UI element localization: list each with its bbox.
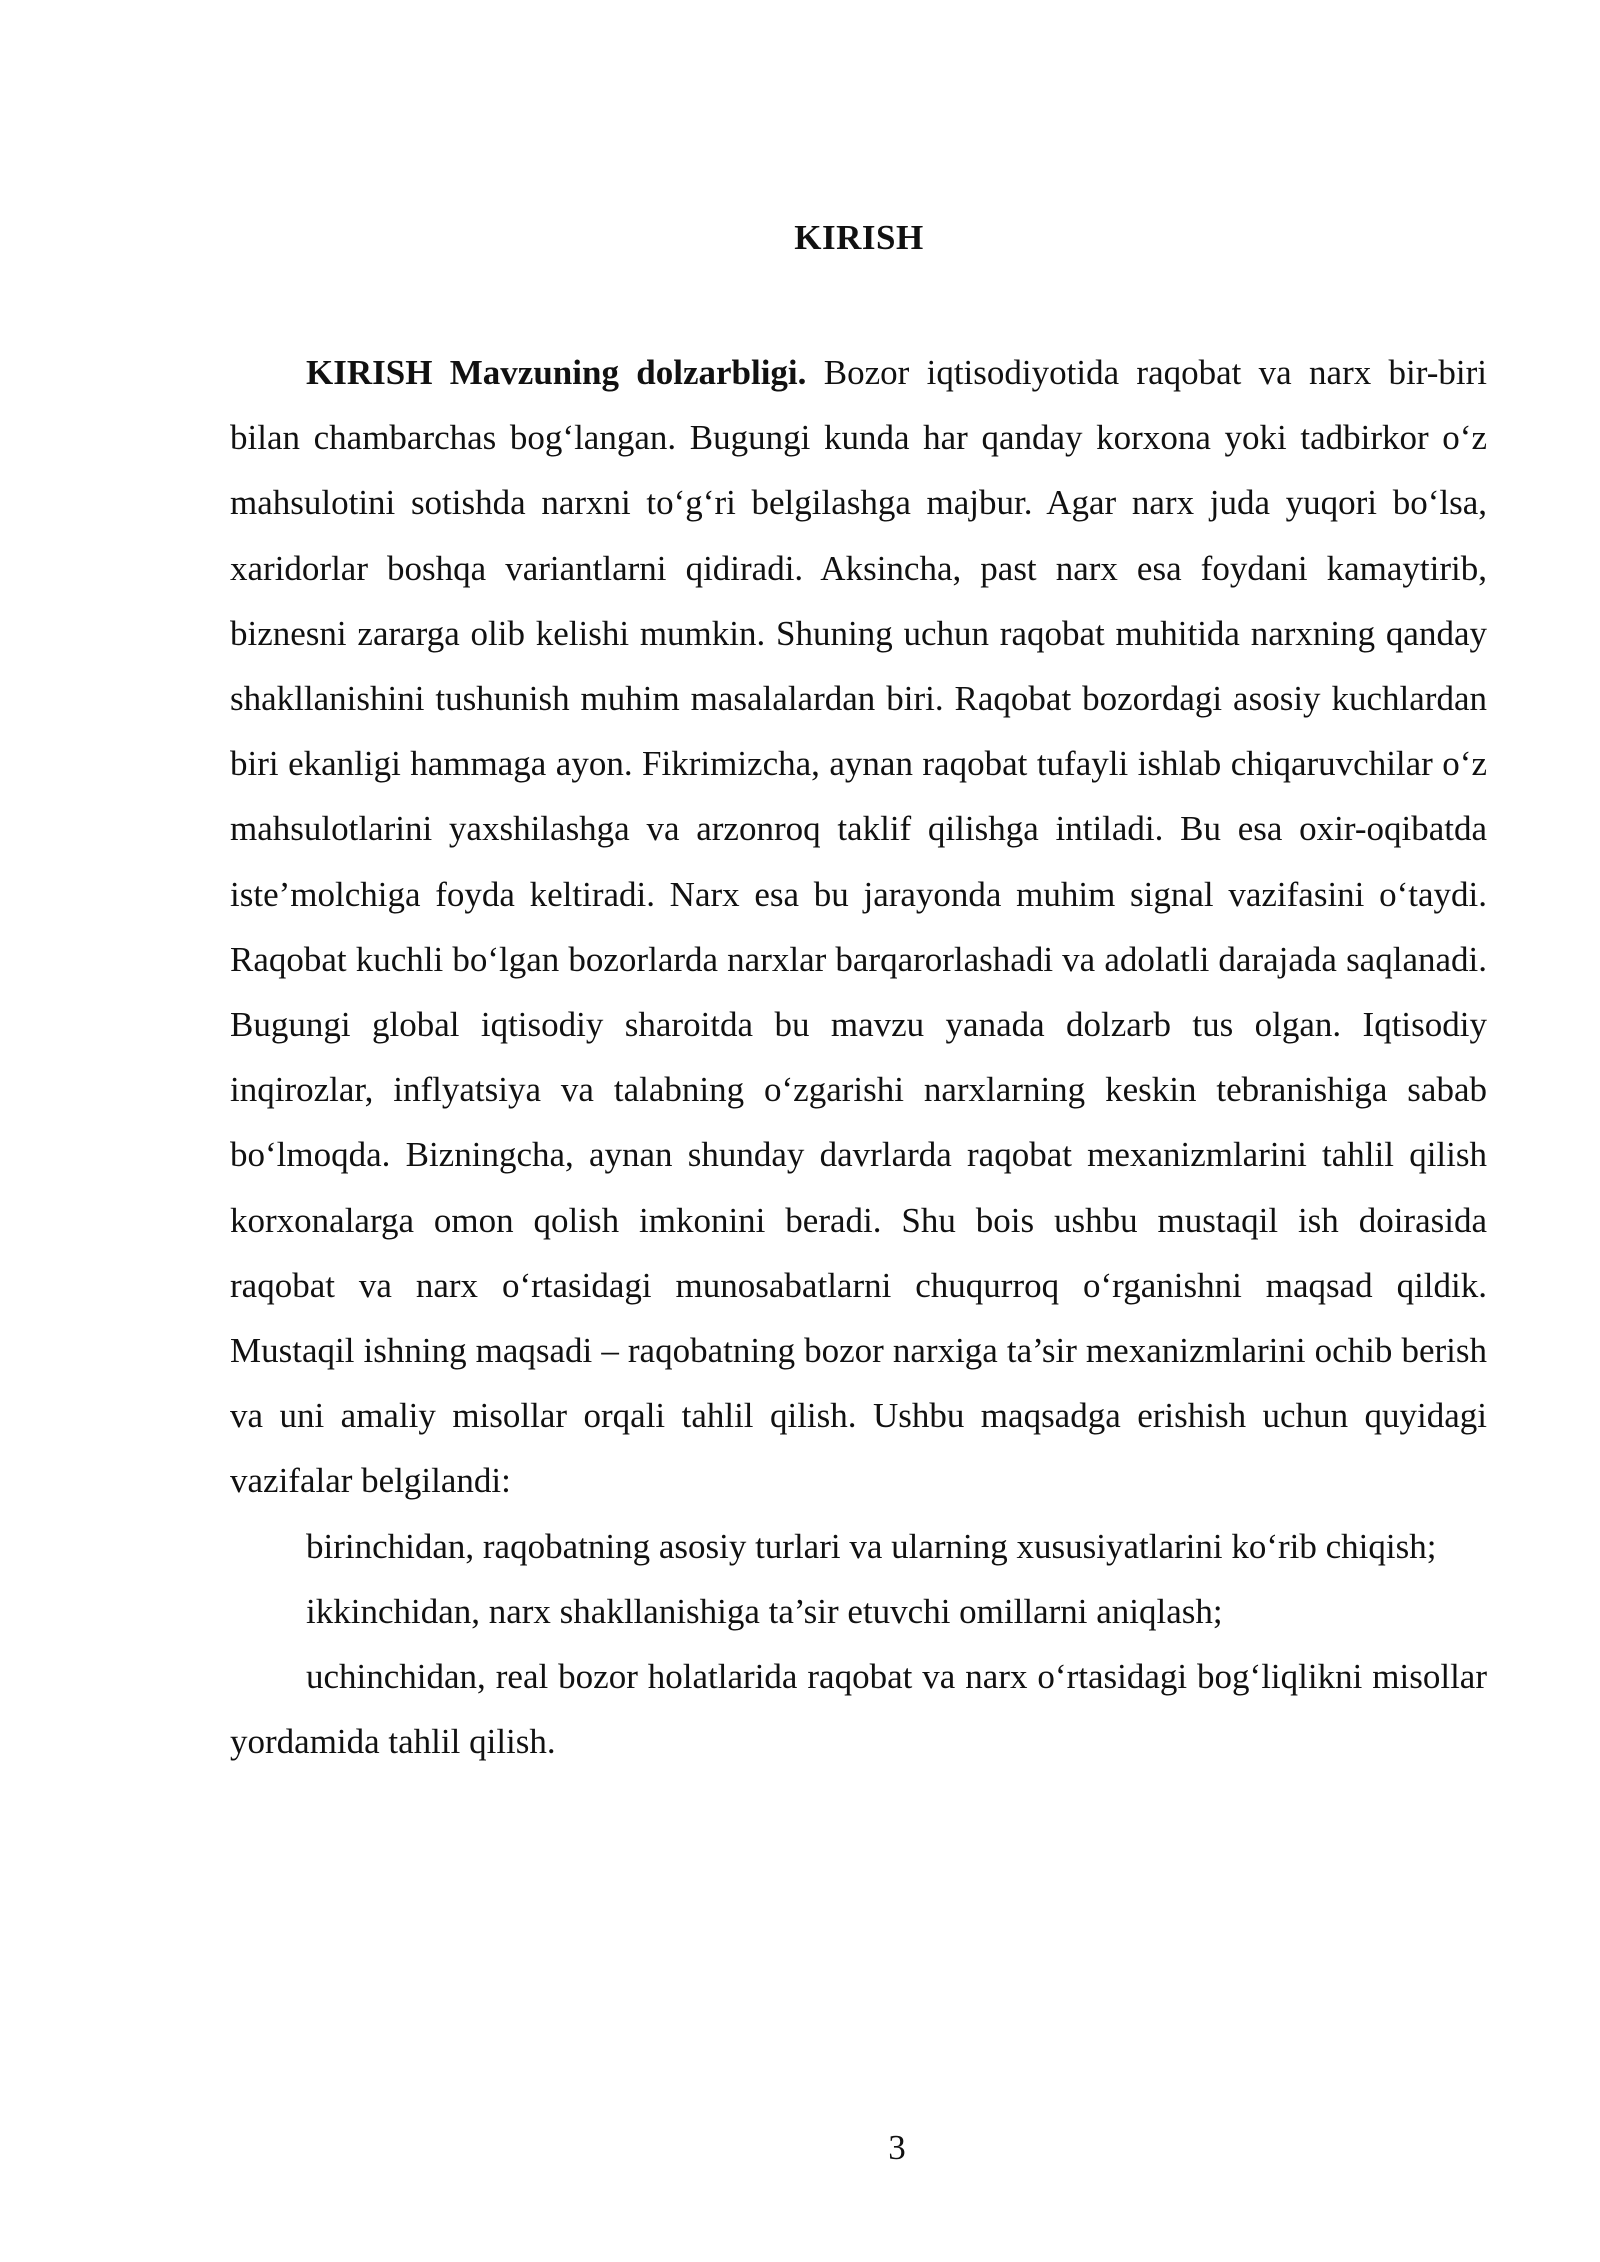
intro-text: Bozor iqtisodiyotida raqobat va narx bir-biri bilan chambarchas bog‘langan. Bugungi kunda har qanday korxona yoki tadbirkor o‘z mahsulotini sotishda narxni to‘g‘ri belgilashga majbur. Agar narx juda yuqori bo‘lsa, xaridorlar boshqa variantlarni qidiradi. Aksincha, past narx esa foydani kamaytirib, biznesni zararga olib kelishi mumkin. Shuning uchun raqobat muhitida narxning qanday shakllanishini tushunish muhim masalalardan biri. Raqobat bozordagi asosiy kuchlardan biri ekanligi hammaga ayon. Fikrimizcha, aynan raqobat tufayli ishlab chiqaruvchilar o‘z mahsulotlarini yaxshilashga va arzonroq taklif qilishga intiladi. Bu esa oxir-oqibatda iste’molchiga foyda keltiradi. Narx esa bu jarayonda muhim signal vazifasini o‘taydi. Raqobat kuchli bo‘lgan bozorlarda narxlar barqarorlashadi va adolatli darajada saqlanadi. Bugungi global iqtisodiy sharoitda bu mavzu yanada dolzarb tus olgan. Iqtisodiy inqirozlar, inflyatsiya va talabning o‘zgarishi narxlarning keskin tebranishiga sabab bo‘lmoqda. Bizningcha, aynan shunday davrlarda raqobat mexanizmlarini tahlil qilish korxonalarga omon qolish imkonini beradi. Shu bois ushbu mustaqil ish doirasida raqobat va narx o‘rtasidagi munosabatlarni chuqurroq o‘rganishni maqsad qildik. Mustaqil ishning maqsadi – raqobatning bozor narxiga ta’sir mexanizmlarini ochib berish va uni amaliy misollar orqali tahlil qilish. Ushbu maqsadga erishish uchun quyidagi vazifalar belgilandi:	[230, 353, 1487, 1501]
section-heading: KIRISH	[794, 218, 924, 257]
page-number: 3	[888, 2128, 906, 2167]
task-item-3: uchinchidan, real bozor holatlarida raqobat va narx o‘rtasidagi bog‘liqlikni misollar yordamida tahlil qilish.	[230, 1657, 1487, 1762]
task-item-2: ikkinchidan, narx shakllanishiga ta’sir etuvchi omillarni aniqlash;	[306, 1591, 1223, 1631]
intro-paragraph	[230, 340, 1487, 1514]
task-item-1: birinchidan, raqobatning asosiy turlari va ularning xususiyatlarini ko‘rib chiqish;	[306, 1526, 1437, 1566]
body-text	[230, 340, 1487, 1774]
intro-lead: KIRISH Mavzuning dolzarbligi.	[306, 353, 807, 392]
